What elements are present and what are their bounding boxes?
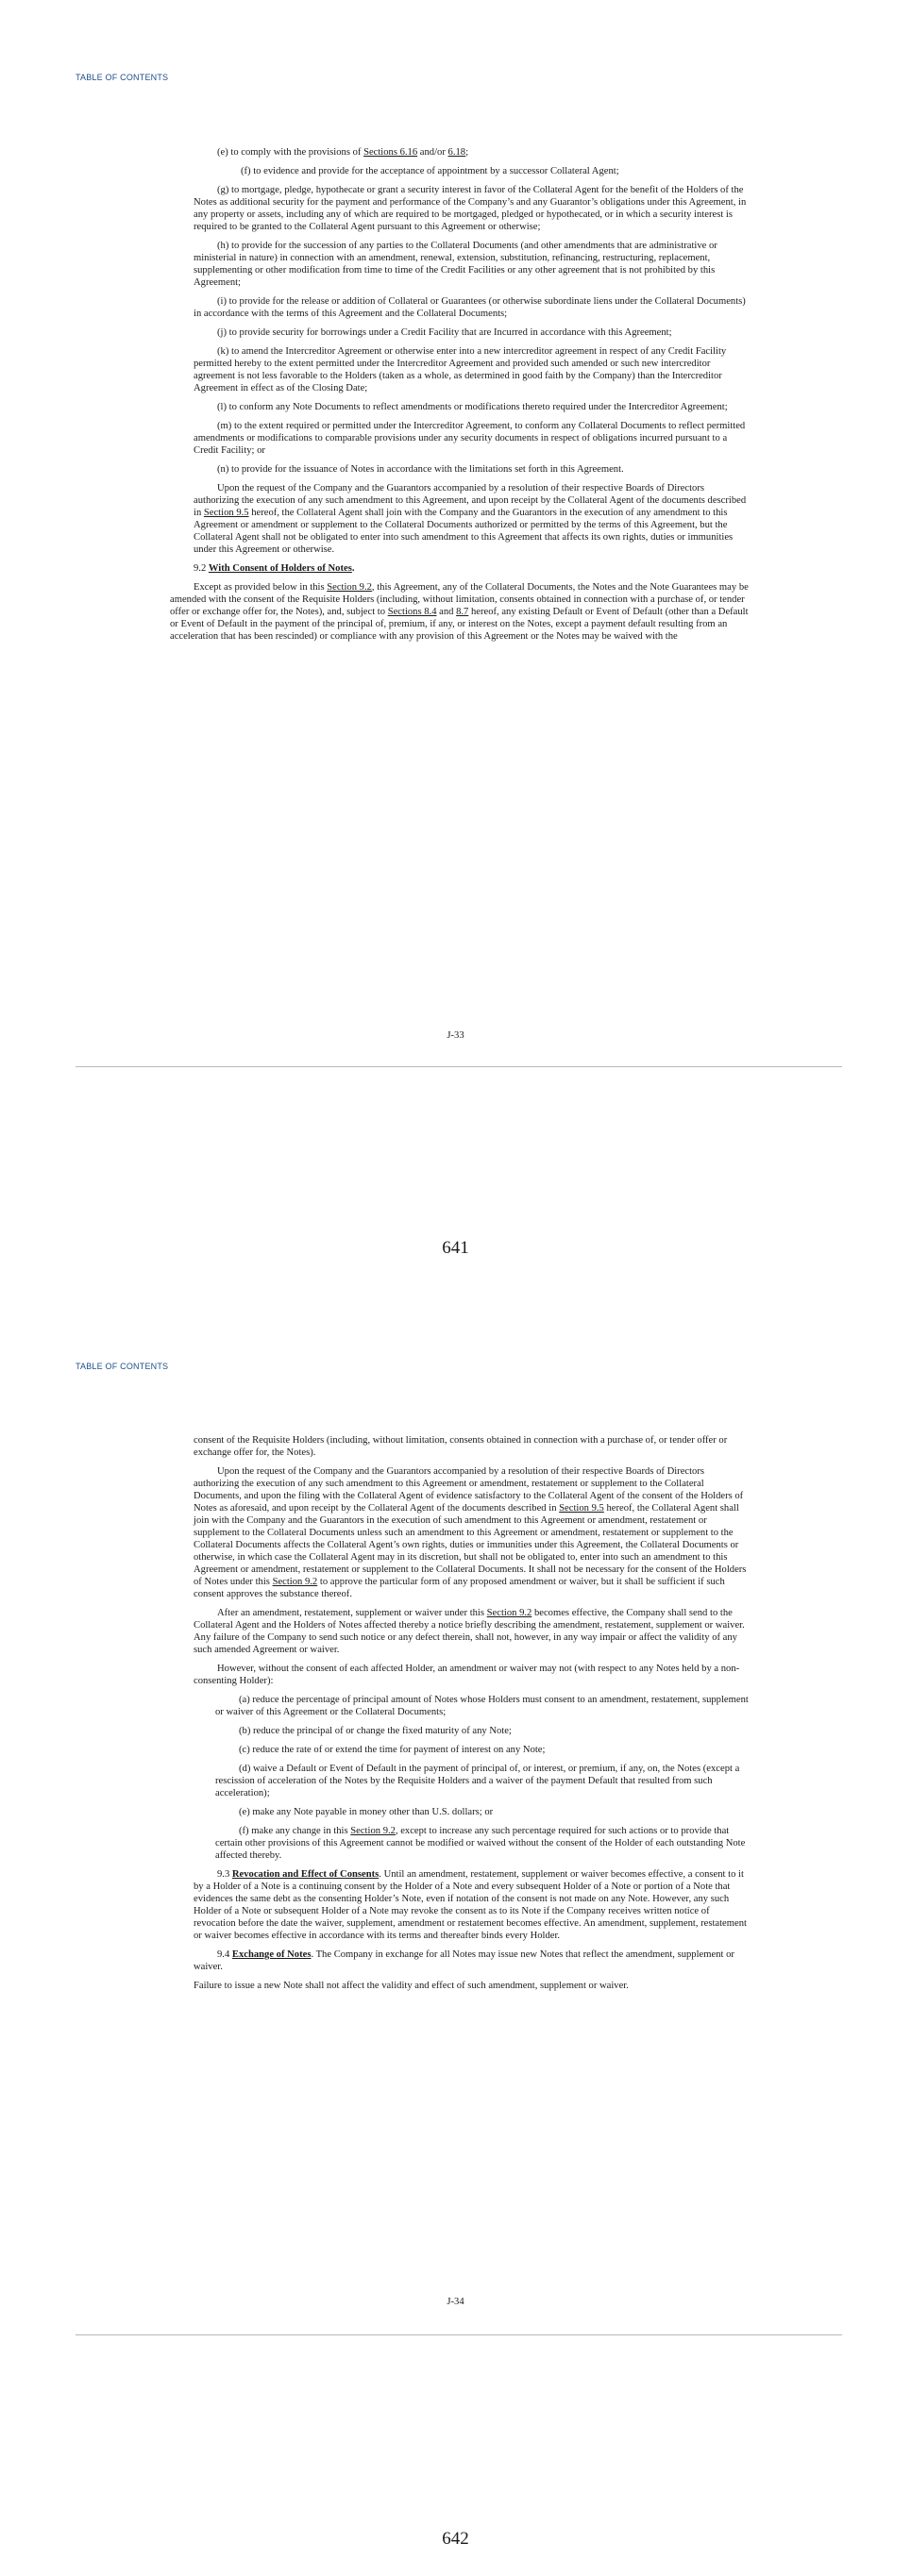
section-title: With Consent of Holders of Notes xyxy=(208,563,352,574)
section-link[interactable]: Section 9.2 xyxy=(327,582,372,593)
section-number: 9.4 xyxy=(217,1949,232,1960)
clause-l: (l) to conform any Note Documents to reflect amendments or modifications thereto required under the Intercreditor Agreement; xyxy=(217,402,728,412)
document-page-number: 642 xyxy=(442,2529,469,2549)
clause-h: (h) to provide for the succession of any parties to the Collateral Documents (and other amendments that are administrative or ministerial in nature) in connection with an amendment, renewal, extension, substitution, refinancing, restructuring, replacement, supplementing or other modification from time to time of the Credit Facilities or any other agreement that is not prohibited by this Agreement; xyxy=(194,241,717,288)
section-link[interactable]: Section 9.2 xyxy=(486,1608,532,1618)
paragraph-text: and xyxy=(436,607,457,617)
paragraph-text: to approve the particular form of any proposed amendment or waiver, but it shall be sufficient if such consent approves the substance thereof. xyxy=(194,1577,725,1599)
section-link[interactable]: Section 9.2 xyxy=(350,1826,396,1836)
clause-e xyxy=(194,146,751,159)
page-divider xyxy=(76,2334,842,2335)
page-footer-number: J-34 xyxy=(447,2297,464,2307)
after-amendment-paragraph xyxy=(194,1607,751,1656)
clause-i: (i) to provide for the release or addition of Collateral or Guarantees (or otherwise subordinate liens under the Collateral Documents) in accordance with the terms of this Agreement and the Collateral Documents; xyxy=(194,296,746,319)
section-9-3 xyxy=(194,1868,751,1942)
clause-g: (g) to mortgage, pledge, hypothecate or grant a security interest in favor of the Collateral Agent for the benefit of the Holders of the Notes as additional security for the payment and performance of the Company’s and any Guarantor’s obligations under this Agreement, in any property or assets, including any of which are required to be mortgaged, pledged or hypothecated, or in which a security interest is required to be granted to the Collateral Agent pursuant to this Agreement or otherwise; xyxy=(194,185,747,232)
paragraph-text: (f) make any change in this xyxy=(239,1826,351,1836)
consent-item-e: (e) make any Note payable in money other than U.S. dollars; or xyxy=(239,1807,494,1817)
paragraph-text: , this Agreement, any of the Collateral Documents, the Notes and the Note Guarantees may be amended with the consent of the Requisite Holders (including, without limitation, consents obtained in connection with a purchase of, or tender offer or exchange offer for, the Notes), and, subject to xyxy=(170,582,749,617)
clause-e-text: and/or xyxy=(417,147,448,158)
paragraph-text: Upon the request of the Company and the Guarantors accompanied by a resolution of their respective Boards of Directors authorizing the execution of any such amendment to this Agreement, and upon receipt by the Collateral Agent of the documents described in xyxy=(194,483,747,518)
section-title: Revocation and Effect of Consents xyxy=(231,1869,380,1880)
failure-paragraph: Failure to issue a new Note shall not affect the validity and effect of such amendment, supplement or waiver. xyxy=(194,1981,629,1991)
clause-f-text: (f) to evidence and provide for the acceptance of appointment by a successor Collateral Agent; xyxy=(241,166,619,176)
consent-continuation: consent of the Requisite Holders (including, without limitation, consents obtained in connection with a purchase of, or tender offer or exchange offer for, the Notes). xyxy=(194,1435,728,1458)
consent-item-d: (d) waive a Default or Event of Default in the payment of principal of, or interest, or premium, if any, on, the Notes (except a rescission of acceleration of the Notes by the Requisite Holders and a waiver of the payment Default that resulted from such acceleration); xyxy=(215,1764,740,1798)
clause-e-text: (e) to comply with the provisions of xyxy=(217,147,364,158)
clause-k: (k) to amend the Intercreditor Agreement or otherwise enter into a new intercreditor agreement in respect of any Credit Facility permitted hereby to the extent permitted under the Intercreditor Agreement and provided such amended or such new intercreditor agreement is not less favorable to the Holders (taken as a whole, as determined in good faith by the Company) than the Intercreditor Agreement in effect as of the Closing Date; xyxy=(194,346,727,393)
consent-item-f xyxy=(192,1825,751,1862)
paragraph-text: hereof, the Collateral Agent shall join with the Company and the Guarantors in the execution of such amendment to this Agreement or amendment, restatement or supplement to the Collateral Documents unless such an amendment to this Agreement or amendment, restatement or supplement to the Collateral Documents affects the Collateral Agent’s own rights, duties or immunities under this Agreement, the Collateral Documents or otherwise, in which case the Collateral Agent may in its discretion, but shall not be obligated to, enter into such an amendment to this Agreement or amendment, restatement or supplement to the Collateral Documents. It shall not be necessary for the consent of the Holders of Notes under this xyxy=(194,1503,747,1587)
page-footer-number: J-33 xyxy=(447,1030,464,1041)
paragraph-text: . The Company in exchange for all Notes may issue new Notes that reflect the amendment, supplement or waiver. xyxy=(194,1949,734,1972)
clause-j: (j) to provide security for borrowings under a Credit Facility that are Incurred in accordance with this Agreement; xyxy=(217,327,672,338)
clause-m: (m) to the extent required or permitted under the Intercreditor Agreement, to conform any Collateral Documents to reflect permitted amendments or modifications to comparable provisions under any security documents in respect of obligations incurred pursuant to a Credit Facility; or xyxy=(194,421,746,456)
section-link[interactable]: Section 9.5 xyxy=(203,508,249,518)
page2-body xyxy=(194,1434,751,1999)
paragraph-text: Except as provided below in this xyxy=(194,582,328,593)
section-title-dot: . xyxy=(351,563,355,574)
paragraph-text: , except to increase any such percentage required for such actions or to provide that certain other provisions of this Agreement cannot be modified or waived without the consent of the Holder of each outstanding Note affected thereby. xyxy=(215,1826,746,1861)
clause-n: (n) to provide for the issuance of Notes in accordance with the limitations set forth in this Agreement. xyxy=(217,464,624,475)
section-number: 9.3 xyxy=(217,1869,232,1880)
clause-f xyxy=(194,165,751,177)
section-title: Exchange of Notes xyxy=(231,1949,312,1960)
document-page-number: 641 xyxy=(442,1238,469,1258)
paragraph-text: hereof, any existing Default or Event of Default (other than a Default or Event of Default in the payment of the principal of, premium, if any, or interest on the Notes, except a payment default resulting from an acceleration that has been rescinded) or compliance with any provision of this Agreement or the Notes may be waived with the xyxy=(170,607,749,642)
consent-item-b: (b) reduce the principal of or change the fixed maturity of any Note; xyxy=(239,1726,512,1736)
section-link[interactable]: Section 9.5 xyxy=(559,1503,604,1514)
page1-body xyxy=(170,146,751,649)
except-paragraph xyxy=(170,581,751,643)
section-link[interactable]: Section 9.2 xyxy=(272,1577,318,1587)
section-9-2-heading xyxy=(194,562,751,575)
section-link[interactable]: Sections 8.4 xyxy=(387,607,437,617)
upon-request-paragraph xyxy=(170,482,751,556)
paragraph-text: becomes effective, the Company shall send to the Collateral Agent and the Holders of Notes affected thereby a notice briefly describing the amendment, restatement, supplement or waiver. Any failure of the Company to send such notice or any defect therein, shall not, however, in any way impair or affect the validity of any such amended Agreement or waiver. xyxy=(194,1608,745,1655)
section-link[interactable]: 6.18 xyxy=(447,147,466,158)
paragraph-text: Upon the request of the Company and the Guarantors accompanied by a resolution of their respective Boards of Directors authorizing the execution of any such amendment to this Agreement or amendment, restatement or supplement to the Collateral Documents, and upon the filing with the Collateral Agent of evidence satisfactory to the Collateral Agent of the consent of the Holders of Notes as aforesaid, and upon receipt by the Collateral Agent of the documents described in xyxy=(194,1466,744,1514)
upon-request-paragraph xyxy=(194,1465,751,1600)
paragraph-text: hereof, the Collateral Agent shall join with the Company and the Guarantors in the execution of any amendment to this Agreement or amendment or supplement to the Collateral Documents authorized or permitted by the terms of this Agreement, but the Collateral Agent shall not be obligated to enter into such amendment to this Agreement that affects its own rights, duties or immunities under this Agreement or otherwise. xyxy=(194,508,734,555)
however-paragraph: However, without the consent of each affected Holder, an amendment or waiver may not (with respect to any Notes held by a non-consenting Holder): xyxy=(194,1664,740,1686)
table-of-contents-link[interactable]: TABLE OF CONTENTS xyxy=(76,73,169,82)
section-9-4 xyxy=(194,1949,751,1973)
paragraph-text: After an amendment, restatement, supplement or waiver under this xyxy=(217,1608,487,1618)
consent-item-a: (a) reduce the percentage of principal amount of Notes whose Holders must consent to an amendment, restatement, supplement or waiver of this Agreement or the Collateral Documents; xyxy=(215,1695,749,1717)
page-divider xyxy=(76,1066,842,1067)
consent-item-c: (c) reduce the rate of or extend the time for payment of interest on any Note; xyxy=(239,1745,546,1755)
section-link[interactable]: 8.7 xyxy=(456,607,469,617)
section-number: 9.2 xyxy=(194,563,209,574)
clause-e-text: ; xyxy=(465,147,469,158)
section-link[interactable]: Sections 6.16 xyxy=(363,147,418,158)
table-of-contents-link[interactable]: TABLE OF CONTENTS xyxy=(76,1362,169,1371)
paragraph-text: . Until an amendment, restatement, supplement or waiver becomes effective, a consent to it by a Holder of a Note is a continuing consent by the Holder of a Note and every subsequent Holder of a Note or portion of a Note that evidences the same debt as the consenting Holder’s Note, even if notation of the consent is not made on any Note. However, any such Holder of a Note or subsequent Holder of a Note may revoke the consent as to its Note if the Company receives written notice of revocation before the date the waiver, supplement, amendment or restatement becomes effective. An amendment, supplement, restatement or waiver becomes effective in accordance with its terms and thereafter binds every Holder. xyxy=(194,1869,747,1941)
